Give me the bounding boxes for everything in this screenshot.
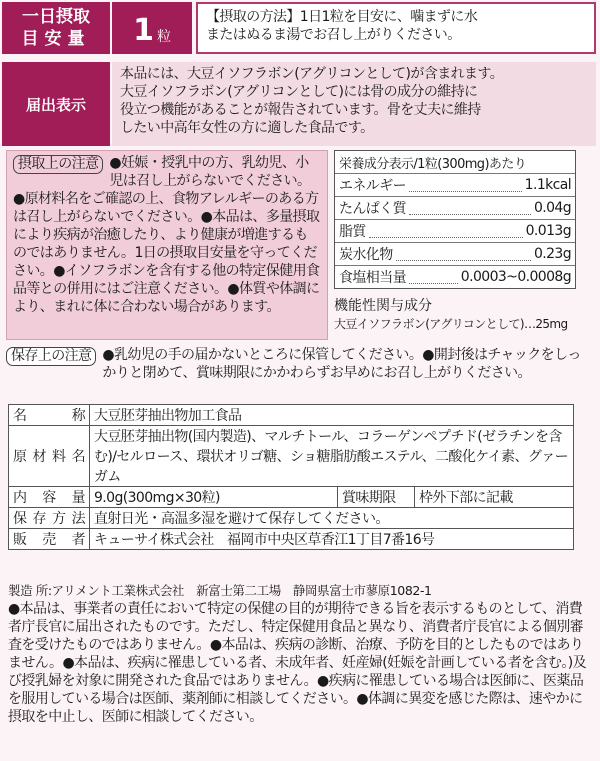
storage-caution (6, 346, 594, 382)
table-row (9, 487, 574, 508)
nutrition-row (335, 242, 575, 265)
content-key: 内容量 (9, 487, 90, 508)
intake-caution (6, 150, 328, 340)
nutrition-row (335, 196, 575, 219)
intake-method-line2: またはぬるま湯でお召し上がりください。 (206, 27, 461, 43)
nutrient-value: 1.1kcal (524, 177, 571, 193)
seller-value: キューサイ株式会社 福岡市中央区草香江1丁目7番16号 (90, 529, 574, 550)
storage-caution-tag: 保存上の注意 (6, 347, 96, 366)
daily-dose-value (112, 2, 192, 54)
disclaimer-text: ●本品は、事業者の責任において特定の保健の目的が期待できる旨を表示するものとして、消費者庁長官に届出されたものです。ただし、特定保健用食品と異なり、消費者庁長官による個別審査を受けたものではありません。●本品は、疾病の診断、治療、予防を目的としたものではありません。●本品は、疾病に罹患している者、未成年者、妊産婦(妊娠を計画している者を含む。)及び授乳婦を対象に開発された食品ではありません。●疾病に罹患している場合は医師に、医薬品を服用している場合は医師、薬剤師に相談してください。●体調に異変を感じた際は、速やかに摂取を中止し、医師に相談してください。 (8, 601, 586, 725)
nutrition-header: 栄養成分表示/1粒(300mg)あたり (339, 156, 527, 172)
functional-ingredient-value: 大豆イソフラボン(アグリコンとして)…25mg (334, 317, 568, 331)
footer-notes (8, 582, 590, 726)
daily-dose-label-line1: 一日摂取 (22, 7, 90, 27)
nutrient-name: エネルギー (339, 178, 406, 194)
daily-dose-number: 1 (133, 13, 154, 48)
ingredients-value: 大豆胚芽抽出物(国内製造)、マルチトール、コラーゲンペプチド(ゼラチンを含む)/セルロース、環状オリゴ糖、ショ糖脂肪酸エステル、二酸化ケイ素、グァーガム (90, 426, 574, 487)
intake-method-line1: 【摂取の方法】1日1粒を目安に、噛まずに水 (206, 9, 478, 25)
notification-line: 本品には、大豆イソフラボン(アグリコンとして)が含まれます。 (120, 66, 504, 82)
table-row (9, 405, 574, 426)
intake-caution-text: ●妊娠・授乳中の方、乳幼児、小児は召し上がらないでください。●原材料名をご確認の上、食物アレルギーのある方は召し上がらないでください。●本品は、多量摂取により疾病が治癒したり、より健康が増進するものではありません。1日の摂取目安量を守ってください。●イソフラボンを含有する他の特定保健用食品等との併用にはご注意ください。●体質や体調により、まれに体に合わない場合があります。 (13, 155, 320, 315)
nutrition-table (334, 150, 576, 289)
product-name-key: 名称 (9, 405, 90, 426)
nutrition-facts (334, 150, 576, 332)
notification-line: 役立つ機能があることが報告されています。骨を丈夫に維持 (120, 102, 481, 118)
nutrient-value: 0.0003~0.0008g (460, 269, 571, 285)
expiry-key: 賞味期限 (338, 487, 415, 508)
nutrient-value: 0.04g (533, 200, 571, 216)
nutrient-value: 0.23g (533, 246, 571, 262)
nutrient-name: 炭水化物 (339, 247, 393, 263)
product-name-value: 大豆胚芽抽出物加工食品 (90, 405, 574, 426)
intake-caution-tag: 摂取上の注意 (13, 155, 103, 174)
nutrition-row (335, 173, 575, 196)
nutrition-row (335, 219, 575, 242)
table-row (9, 426, 574, 487)
notification-label: 届出表示 (2, 62, 110, 146)
product-info-table (8, 404, 574, 550)
table-row (9, 508, 574, 529)
daily-dose-label-line2: 目安量 (21, 29, 91, 49)
nutrient-name: 食塩相当量 (339, 270, 406, 286)
nutrient-value: 0.013g (525, 223, 571, 239)
nutrition-row (335, 265, 575, 288)
daily-dose-label (2, 2, 110, 54)
notification-line: 大豆イソフラボン(アグリコンとして)には骨の成分の維持に (120, 84, 478, 100)
seller-key: 販売者 (9, 529, 90, 550)
notification-text (112, 62, 596, 146)
daily-dose-unit: 粒 (156, 29, 171, 45)
functional-ingredient-label: 機能性関与成分 (334, 298, 432, 314)
content-value: 9.0g(300mg×30粒) (90, 487, 338, 508)
manufacturer: 製造 所:アリメント工業株式会社 新富士第二工場 静岡県富士市蓼原1082-1 (8, 583, 432, 598)
expiry-value: 枠外下部に記載 (415, 487, 574, 508)
intake-method (196, 2, 596, 54)
notification-line: したい中高年女性の方に適した食品です。 (120, 120, 374, 136)
storage-caution-text: ●乳幼児の手の届かないところに保管してください。●開封後はチャックをしっかりと閉めて、賞味期限にかかわらずお早めにお召し上がりください。 (102, 347, 581, 381)
ingredients-key: 原材料名 (9, 426, 90, 487)
nutrient-name: 脂質 (339, 224, 366, 240)
storage-method-value: 直射日光・高温多湿を避けて保存してください。 (90, 508, 574, 529)
table-row (9, 529, 574, 550)
storage-method-key: 保存方法 (9, 508, 90, 529)
nutrient-name: たんぱく質 (339, 201, 406, 217)
